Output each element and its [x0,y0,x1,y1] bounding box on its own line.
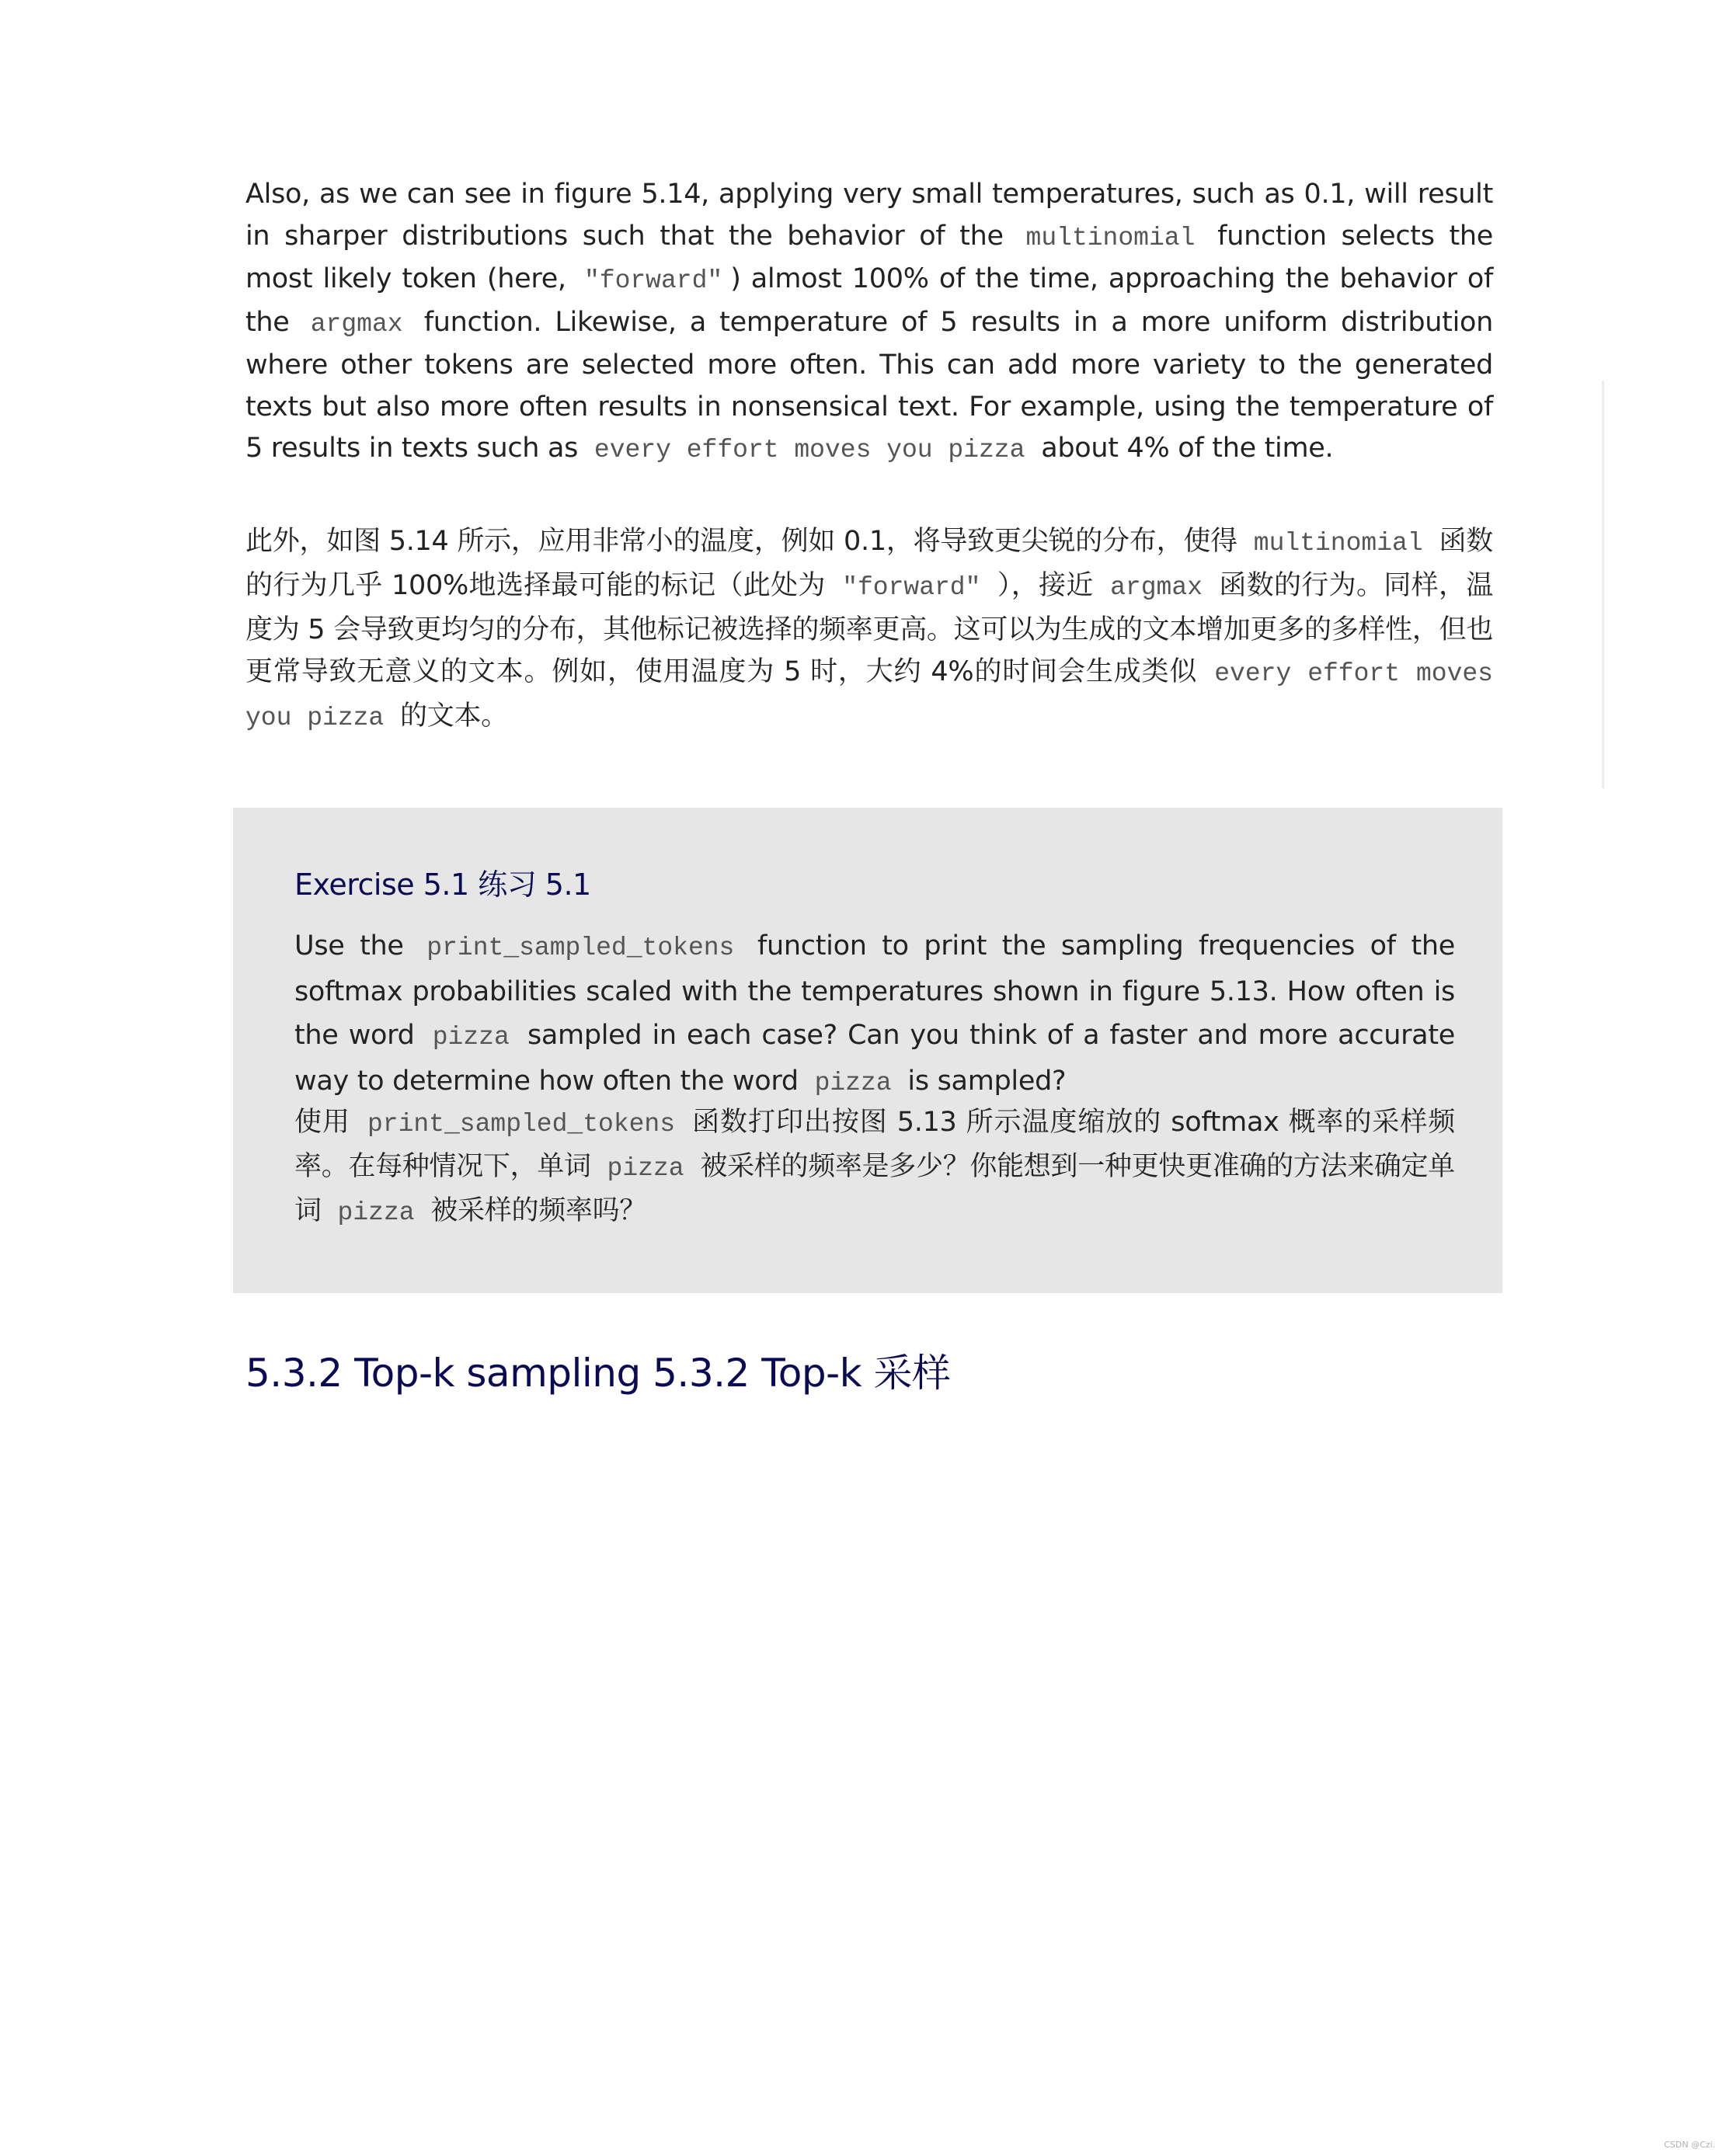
watermark: CSDN @Czi. [1664,2140,1715,2150]
inline-code: pizza [337,1198,415,1227]
inline-code: argmax [1110,573,1203,602]
inline-code: pizza [432,1023,510,1052]
inline-code: "forward" [583,266,723,295]
inline-code: multinomial [1253,529,1423,558]
inline-code: print_sampled_tokens [367,1110,676,1139]
text-run: 此外，如图 5.14 所示，应用非常小的温度，例如 0.1，将导致更尖锐的分布，使得 [245,526,1246,557]
text-run: function selects the most likely token (here, [245,220,1494,294]
text-run: 函数打印出按图 5.13 所示温度缩放的 softmax 概率的采样频率。在每种情况下，单词 [294,1107,1456,1182]
page-edge-divider [1602,381,1604,788]
inline-code: print_sampled_tokens [426,934,735,962]
inline-code: "forward" [842,573,981,602]
text-run: about 4% of the time. [1032,433,1334,464]
paragraph-english [245,174,1493,471]
text-run: Use the [294,930,419,962]
paragraph-chinese [245,520,1493,739]
text-run: 被采样的频率是多少？你能想到一种更快更准确的方法来确定单词 [294,1151,1455,1226]
section-heading: 5.3.2 Top-k sampling 5.3.2 Top-k 采样 [245,1351,951,1396]
text-run: 使用 [294,1107,360,1138]
text-run: 被采样的频率吗？ [422,1195,646,1226]
inline-code: multinomial [1025,223,1196,252]
text-run: Also, as we can see in figure 5.14, applying very small temperatures, such as 0.1, will result in sharper distributions such that the behavior of the [245,179,1493,252]
inline-code: every effort moves you pizza [245,659,1493,732]
text-run: 函数的行为几乎 100%地选择最可能的标记（此处为 [245,526,1493,601]
text-run: function. Likewise, a temperature of 5 results in a more uniform distribution where other tokens are selected more often. This can add more variety to the generated texts but also more often results in nonsensical text. For example, using the temperature of 5 results in texts such as [245,306,1493,464]
text-run: 函数的行为。同样，温度为 5 会导致更均匀的分布，其他标记被选择的频率更高。这可以为生成的文本增加更多的多样性，但也更常导致无意义的文本。例如，使用温度为 5 时，大约 4%的时间会生成类似 [245,570,1493,687]
text-run: ），接近 [988,570,1103,601]
exercise-text-chinese [294,1101,1455,1234]
exercise-title: Exercise 5.1 练习 5.1 [294,868,591,902]
inline-code: pizza [607,1154,684,1183]
inline-code: pizza [814,1069,892,1097]
text-run: 的文本。 [392,701,508,732]
text-run: sampled in each case? Can you think of a faster and more accurate way to determine how often the word [294,1020,1455,1097]
text-run: ) almost 100% of the time, approaching the behavior of the [245,263,1493,338]
text-run: function to print the sampling frequencies of the softmax probabilities scaled with the temperatures shown in figure 5.13. How often is the word [294,930,1455,1051]
text-run: is sampled? [899,1066,1067,1097]
inline-code: every effort moves you pizza [593,436,1025,464]
inline-code: argmax [310,309,403,339]
exercise-box [233,808,1502,1293]
exercise-text-english [294,924,1455,1105]
